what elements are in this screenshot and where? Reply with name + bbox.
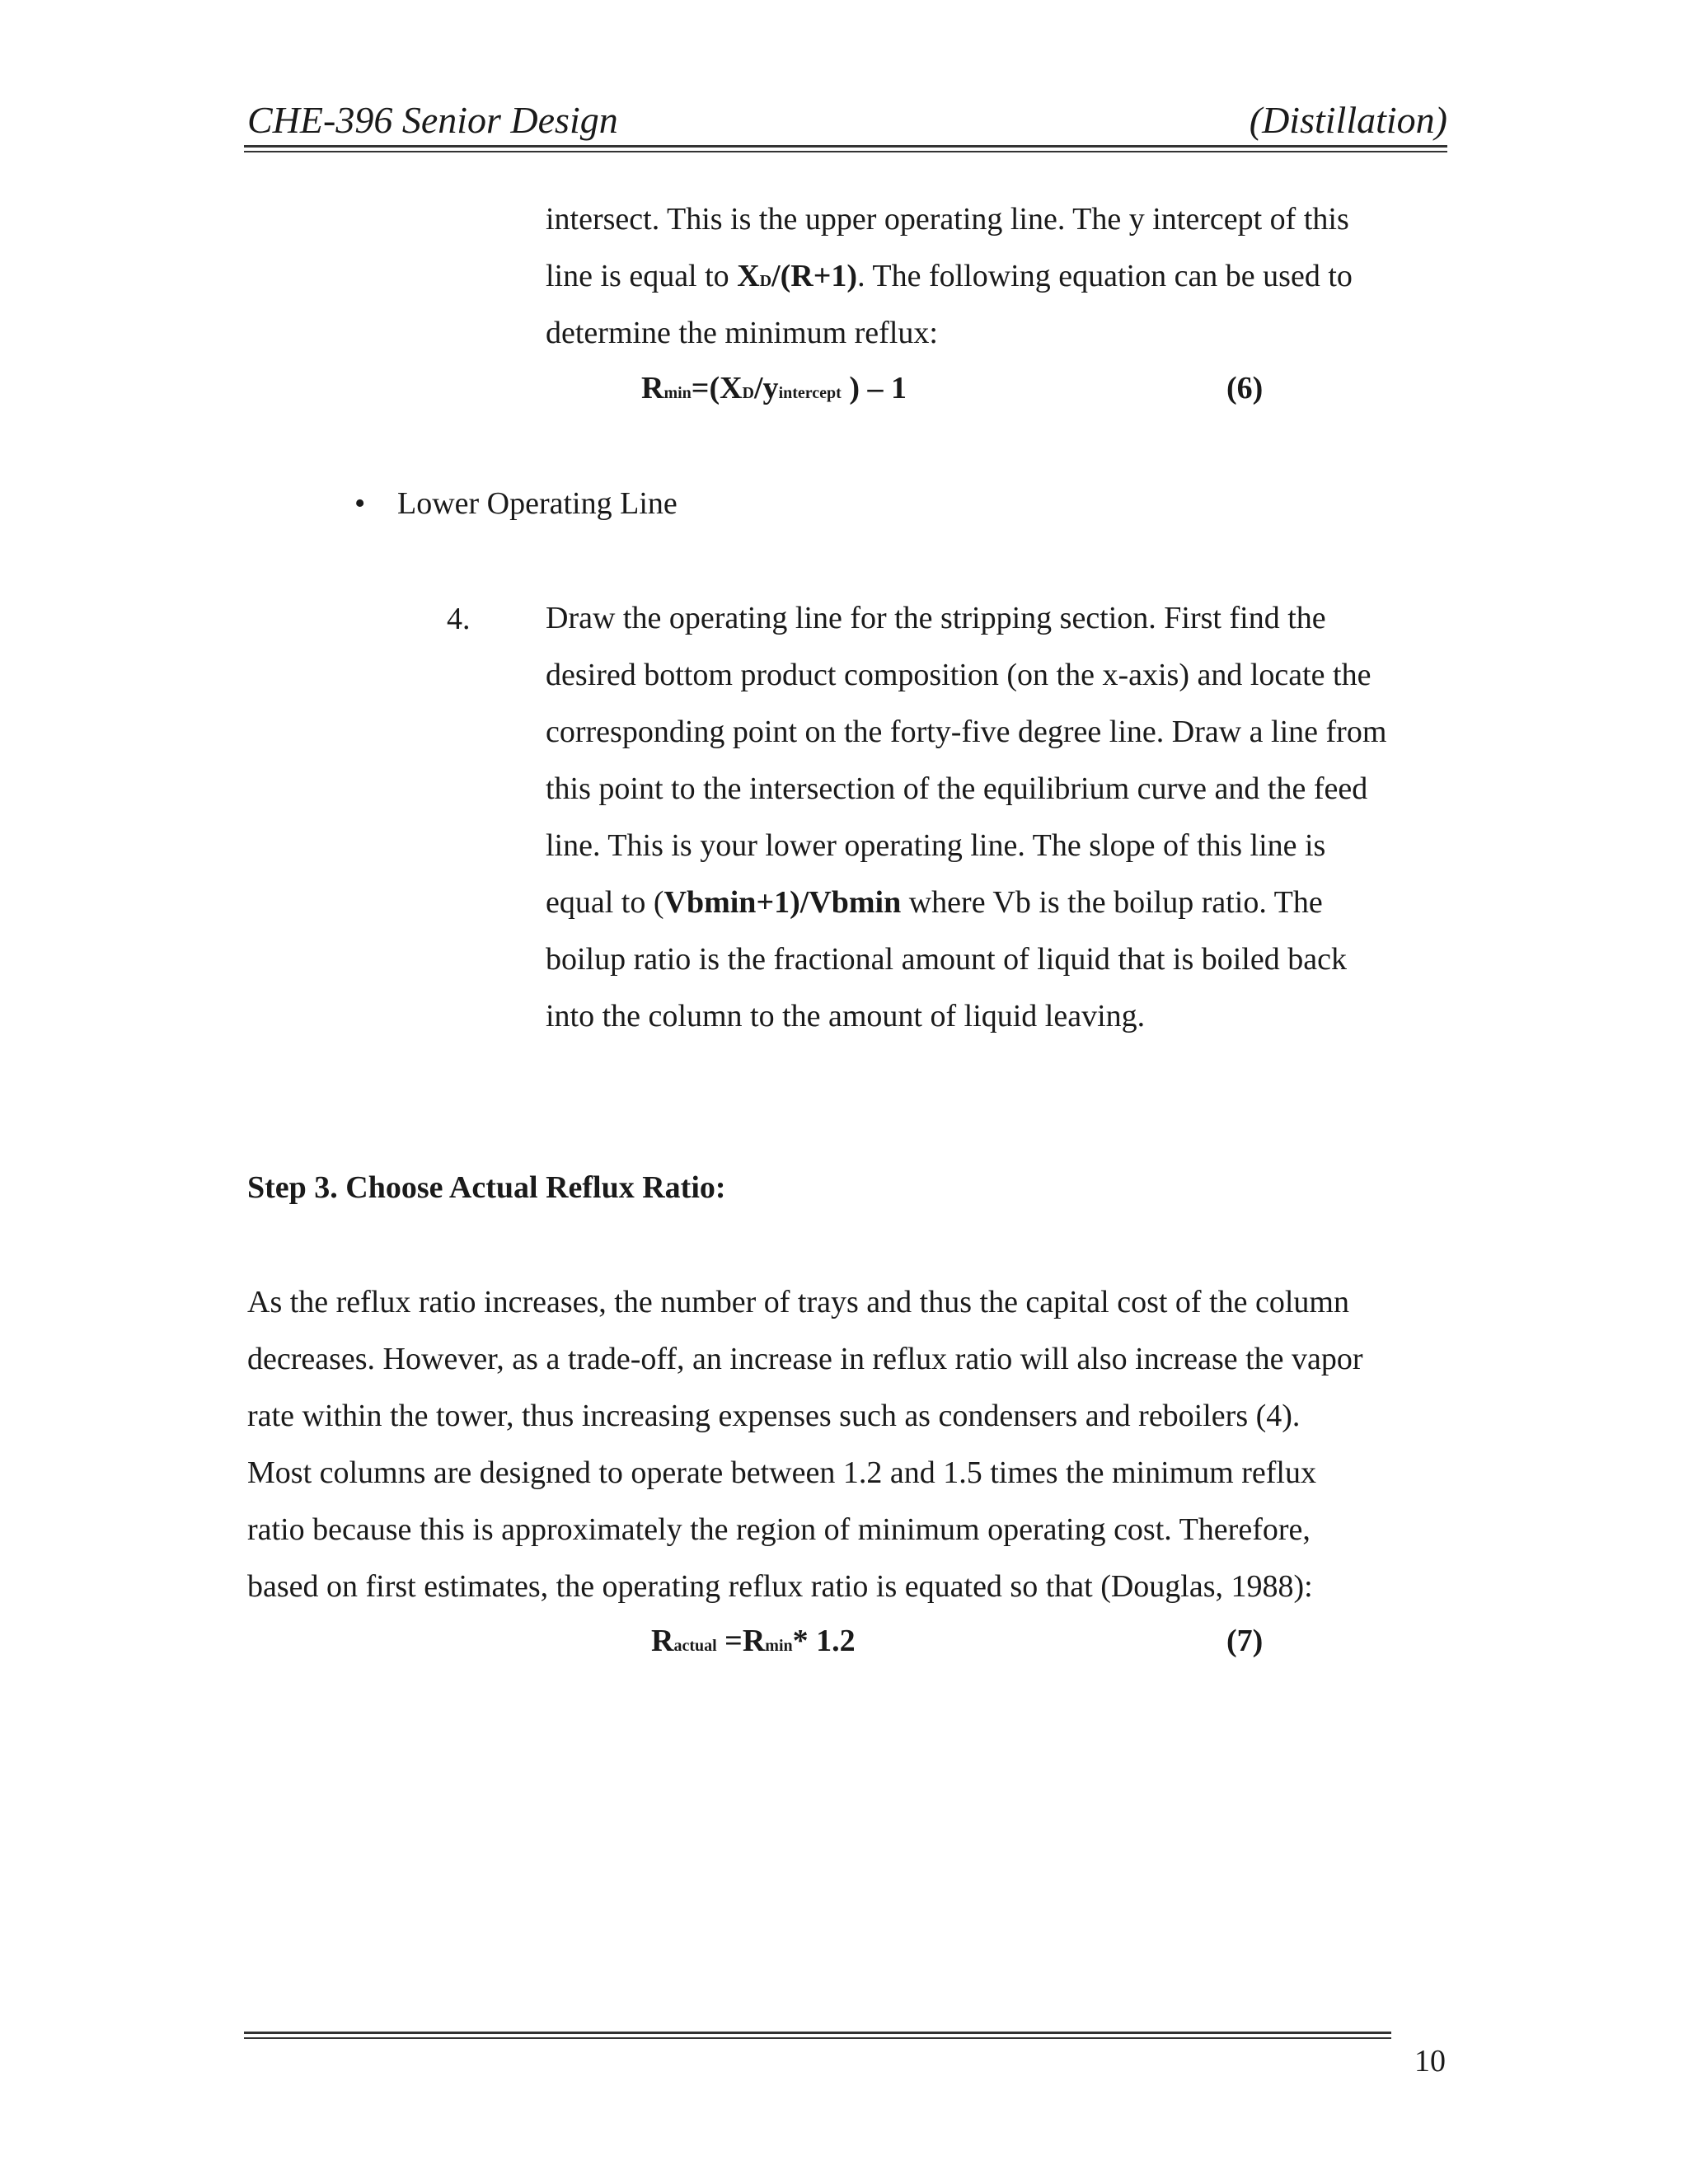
paragraph-line: ratio because this is approximately the region of minimum operating cost. Therefore,: [247, 1512, 1311, 1547]
paragraph-line: determine the minimum reflux:: [546, 316, 938, 350]
body-paragraph: [247, 1274, 1363, 1615]
paragraph-line: [546, 248, 1353, 305]
paragraph-line: into the column to the amount of liquid leaving.: [546, 999, 1146, 1033]
subscript: D: [742, 384, 754, 402]
subscript: min: [765, 1637, 793, 1655]
section-heading: Step 3. Choose Actual Reflux Ratio:: [247, 1170, 726, 1205]
text-run: R: [651, 1624, 674, 1658]
text-run: /(R+1): [771, 259, 858, 293]
subscript: min: [663, 384, 692, 402]
paragraph-line: based on first estimates, the operating reflux ratio is equated so that (Douglas, 1988):: [247, 1569, 1313, 1604]
text-run: equal to (: [546, 885, 664, 920]
paragraph-line: Most columns are designed to operate between 1.2 and 1.5 times the minimum reflux: [247, 1455, 1316, 1490]
subscript: actual: [673, 1637, 717, 1655]
paragraph-line: this point to the intersection of the equilibrium curve and the feed: [546, 771, 1368, 806]
slope-expression: Vbmin+1)/Vbmin: [663, 885, 902, 920]
subscript: D: [759, 272, 772, 290]
paragraph-line: intersect. This is the upper operating line. The y intercept of this: [546, 202, 1349, 237]
text-run: * 1.2: [792, 1624, 856, 1658]
footer-rule-secondary: [244, 2037, 1391, 2039]
text-run: X: [737, 259, 760, 293]
text-run: R: [641, 371, 664, 405]
equation-6-number: (6): [1226, 371, 1264, 405]
footer-rule: [244, 2032, 1391, 2034]
subscript: intercept: [778, 384, 842, 402]
bullet-label: Lower Operating Line: [397, 486, 678, 521]
equation-7-number: (7): [1226, 1624, 1264, 1658]
list-item-body: [546, 590, 1386, 1045]
text-run: =R: [716, 1624, 766, 1658]
bullet-icon: •: [354, 486, 366, 521]
header-rule-secondary: [244, 151, 1447, 152]
header-rule: [244, 145, 1447, 148]
paragraph-line: desired bottom product composition (on the x-axis) and locate the: [546, 658, 1372, 692]
intercept-expression: [737, 259, 857, 293]
header-section-title: (Distillation): [1249, 99, 1447, 141]
text-run: . The following equation can be used to: [857, 259, 1353, 293]
equation-6: [641, 368, 907, 414]
paragraph-line: As the reflux ratio increases, the number of trays and thus the capital cost of the column: [247, 1285, 1349, 1319]
paragraph-line: boilup ratio is the fractional amount of liquid that is boiled back: [546, 942, 1347, 977]
equation-7: [651, 1620, 856, 1666]
text-run: =(X: [691, 371, 743, 405]
paragraph-line: [546, 874, 1386, 931]
page-number: 10: [1414, 2044, 1446, 2079]
paragraph-line: rate within the tower, thus increasing expenses such as condensers and reboilers (4).: [247, 1399, 1301, 1433]
text-run: /y: [754, 371, 779, 405]
paragraph-line: line. This is your lower operating line. The slope of this line is: [546, 828, 1326, 863]
text-run: ) – 1: [841, 371, 907, 405]
header-course-title: CHE-396 Senior Design: [247, 99, 618, 141]
text-run: line is equal to: [546, 259, 738, 293]
paragraph-line: Draw the operating line for the stripping section. First find the: [546, 601, 1326, 635]
paragraph-line: decreases. However, as a trade-off, an increase in reflux ratio will also increase the vapor: [247, 1342, 1363, 1376]
text-run: where Vb is the boilup ratio. The: [901, 885, 1323, 920]
list-item-number: 4.: [447, 602, 471, 636]
upper-operating-line-paragraph: [546, 191, 1353, 362]
paragraph-line: corresponding point on the forty-five degree line. Draw a line from: [546, 715, 1387, 749]
